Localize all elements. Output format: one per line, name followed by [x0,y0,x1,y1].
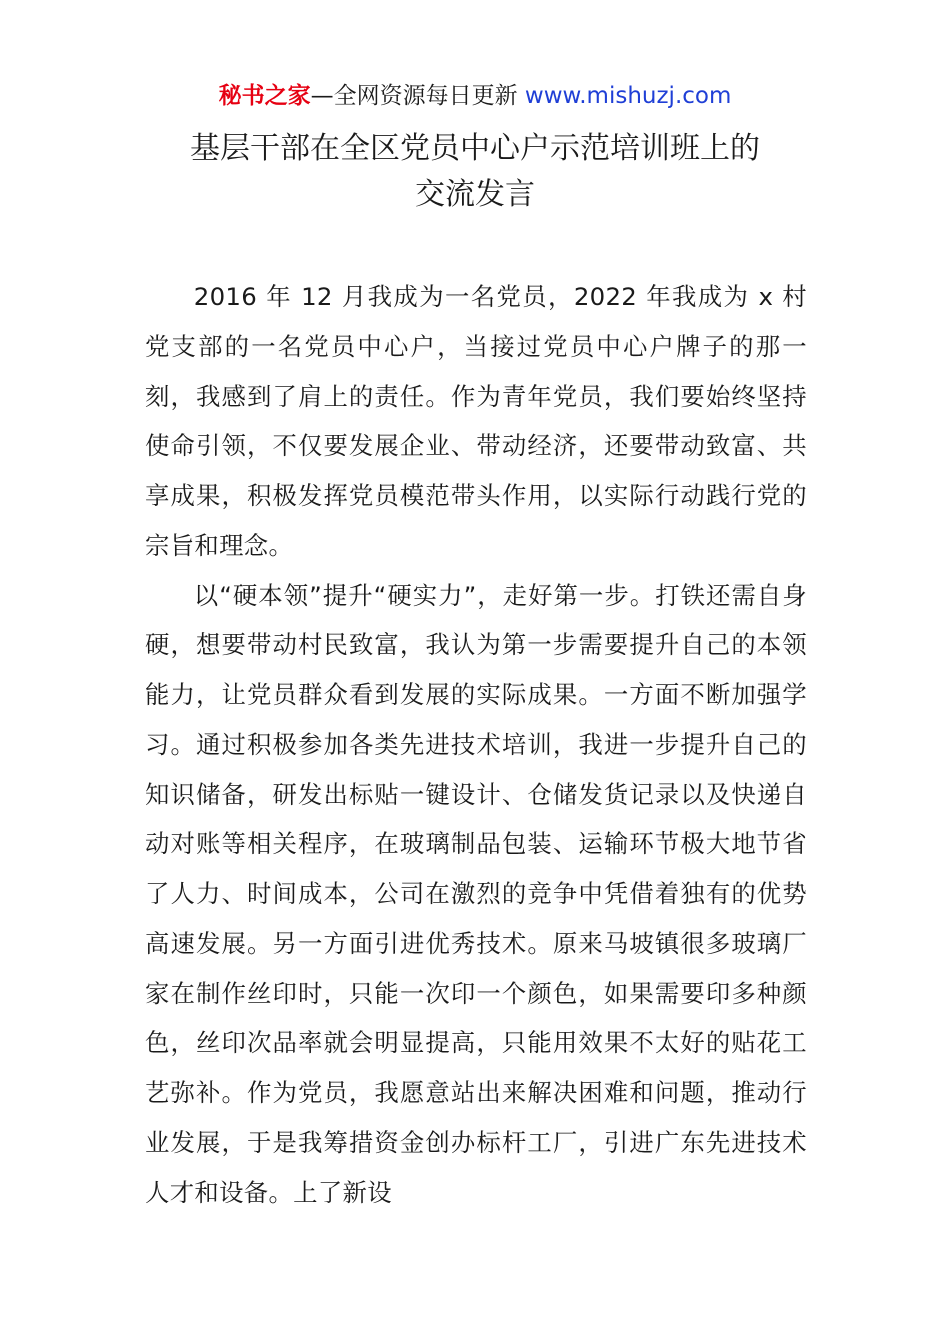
body-paragraph: 以“硬本领”提升“硬实力”，走好第一步。打铁还需自身硬，想要带动村民致富，我认为第一步需要提升自己的本领能力，让党员群众看到发展的实际成果。一方面不断加强学习。通过积极参加各类先进技术培训，我进一步提升自己的知识储备，研发出标贴一键设计、仓储发货记录以及快递自动对账等相关程序，在玻璃制品包装、运输环节极大地节省了人力、时间成本，公司在激烈的竞争中凭借着独有的优势高速发展。另一方面引进优秀技术。原来马坡镇很多玻璃厂家在制作丝印时，只能一次印一个颜色，如果需要印多种颜色，丝印次品率就会明显提高，只能用效果不太好的贴花工艺弥补。作为党员，我愿意站出来解决困难和问题，推动行业发展，于是我筹措资金创办标杆工厂，引进广东先进技术人才和设备。上了新设 [145,580,807,1207]
document-title [0,126,950,218]
header-tagline: —全网资源每日更新 [310,83,525,109]
document-body [145,272,807,1217]
site-header [0,80,950,112]
site-url-link[interactable]: www.mishuzj.com [524,83,732,109]
body-paragraph: 2016 年 12 月我成为一名党员，2022 年我成为 x 村党支部的一名党员中心户，当接过党员中心户牌子的那一刻，我感到了肩上的责任。作为青年党员，我们要始终坚持使命引领，不仅要发展企业、带动经济，还要带动致富、共享成果，积极发挥党员模范带头作用，以实际行动践行党的宗旨和理念。 [145,282,807,560]
title-line-1: 基层干部在全区党员中心户示范培训班上的 [190,131,760,166]
brand-name: 秘书之家 [218,83,311,109]
title-line-2: 交流发言 [415,177,535,212]
